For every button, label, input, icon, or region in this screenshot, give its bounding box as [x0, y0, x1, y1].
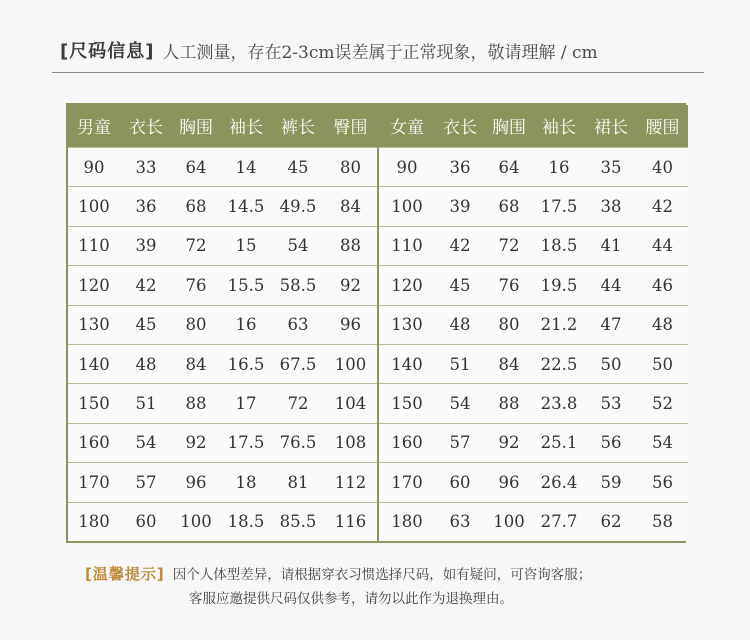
girls-table-cell: 96	[498, 472, 520, 492]
boys-table-cell: 80	[340, 157, 361, 177]
girls-table-cell: 92	[498, 433, 520, 453]
girls-table-cell: 50	[600, 354, 622, 374]
girls-table-row	[379, 147, 688, 186]
girls-table-cell: 40	[652, 157, 673, 177]
size-info-tag: [尺码信息]	[60, 41, 155, 62]
boys-table-cell: 96	[185, 472, 207, 492]
boys-table-cell: 14.5	[227, 196, 265, 216]
girls-table-cell: 27.7	[540, 512, 578, 532]
girls-table-row	[379, 226, 688, 265]
girls-table-cell: 45	[449, 275, 471, 295]
girls-table-row	[379, 383, 688, 422]
boys-table-cell: 76.5	[279, 433, 317, 453]
boys-table-cell: 18.5	[227, 512, 265, 532]
boys-table-cell: 45	[135, 315, 157, 335]
boys-table-cell: 16.5	[227, 354, 265, 374]
girls-table-cell: 36	[449, 157, 471, 177]
boys-table-cell: 92	[340, 275, 361, 295]
girls-table-cell: 160	[391, 433, 423, 453]
girls-table-cell: 26.4	[540, 472, 578, 492]
girls-table-cell: 16	[548, 157, 570, 177]
girls-table-cell: 21.2	[540, 315, 578, 335]
boys-table-row	[68, 344, 377, 383]
boys-table-cell: 58.5	[279, 275, 317, 295]
girls-table-cell: 51	[449, 354, 471, 374]
girls-table-cell: 38	[600, 196, 622, 216]
boys-table-cell: 60	[135, 512, 157, 532]
boys-table-cell: 116	[334, 512, 367, 532]
boys-table-cell: 84	[185, 354, 207, 374]
boys-column-header: 衣长	[129, 118, 163, 139]
girls-table-cell: 57	[449, 433, 471, 453]
boys-table-cell: 17.5	[227, 433, 265, 453]
boys-table-cell: 64	[185, 157, 207, 177]
boys-table-row	[68, 462, 377, 501]
boys-table-cell: 108	[334, 433, 367, 453]
girls-header-row	[379, 105, 688, 147]
boys-table-cell: 81	[287, 472, 309, 492]
girls-table-row	[379, 462, 688, 501]
boys-table-cell: 150	[78, 394, 110, 414]
boys-table-cell: 110	[78, 236, 110, 256]
warm-tip-label: [温馨提示]	[85, 564, 165, 583]
boys-table-cell: 33	[135, 157, 157, 177]
girls-table-cell: 52	[652, 394, 673, 414]
girls-column-header: 袖长	[542, 118, 576, 139]
girls-table-cell: 88	[498, 394, 520, 414]
girls-table-cell: 41	[600, 236, 622, 256]
boys-table-cell: 39	[135, 236, 157, 256]
boys-table-cell: 100	[334, 354, 367, 374]
boys-table-cell: 100	[180, 512, 212, 532]
boys-table-cell: 88	[185, 394, 207, 414]
girls-table-cell: 64	[498, 157, 520, 177]
girls-table-cell: 54	[652, 433, 673, 453]
girls-table-cell: 46	[652, 275, 673, 295]
boys-table-cell: 14	[235, 157, 257, 177]
boys-table-cell: 15	[235, 236, 257, 256]
boys-table-cell: 92	[185, 433, 207, 453]
girls-table-cell: 23.8	[540, 394, 578, 414]
girls-table-cell: 140	[391, 354, 423, 374]
boys-table-cell: 170	[78, 472, 110, 492]
girls-table-cell: 130	[391, 315, 423, 335]
boys-table-row	[68, 186, 377, 225]
size-table	[66, 103, 686, 543]
girls-table-cell: 63	[449, 512, 471, 532]
boys-table-cell: 68	[185, 196, 207, 216]
boys-table-cell: 16	[235, 315, 257, 335]
girls-table-cell: 39	[449, 196, 471, 216]
girls-table-cell: 53	[600, 394, 622, 414]
girls-column-header: 腰围	[645, 118, 680, 139]
boys-table-cell: 84	[340, 196, 361, 216]
girls-table-cell: 44	[652, 236, 673, 256]
girls-table-cell: 19.5	[540, 275, 578, 295]
girls-table-cell: 17.5	[540, 196, 578, 216]
boys-table-cell: 67.5	[279, 354, 317, 374]
girls-table-cell: 100	[493, 512, 525, 532]
boys-size-table	[68, 105, 377, 541]
girls-table-cell: 58	[652, 512, 673, 532]
warm-tip-line-1: 因个人体型差异，请根据穿衣习惯选择尺码，如有疑问，可咨询客服；	[172, 567, 592, 583]
girls-table-cell: 100	[391, 196, 423, 216]
boys-table-cell: 85.5	[279, 512, 317, 532]
boys-table-cell: 36	[135, 196, 157, 216]
boys-column-header: 袖长	[229, 118, 263, 139]
boys-table-cell: 90	[83, 157, 105, 177]
boys-column-header: 胸围	[179, 118, 213, 139]
girls-table-row	[379, 344, 688, 383]
boys-table-cell: 54	[135, 433, 157, 453]
girls-table-row	[379, 305, 688, 344]
girls-table-cell: 72	[498, 236, 520, 256]
boys-table-row	[68, 305, 377, 344]
girls-table-cell: 18.5	[540, 236, 578, 256]
girls-table-cell: 25.1	[540, 433, 578, 453]
boys-table-cell: 88	[340, 236, 361, 256]
girls-table-cell: 22.5	[540, 354, 578, 374]
girls-table-row	[379, 423, 688, 462]
girls-table-cell: 42	[652, 196, 673, 216]
girls-table-row	[379, 265, 688, 304]
boys-table-row	[68, 265, 377, 304]
girls-table-cell: 42	[449, 236, 471, 256]
girls-column-header: 胸围	[492, 118, 526, 139]
boys-table-cell: 17	[235, 394, 257, 414]
boys-column-header: 男童	[77, 118, 111, 139]
girls-table-row	[379, 502, 688, 541]
girls-table-cell: 48	[652, 315, 673, 335]
girls-table-cell: 44	[600, 275, 622, 295]
girls-table-cell: 110	[391, 236, 423, 256]
boys-table-row	[68, 423, 377, 462]
girls-table-cell: 76	[498, 275, 520, 295]
boys-table-cell: 104	[334, 394, 367, 414]
boys-table-cell: 112	[334, 472, 367, 492]
girls-column-header: 女童	[390, 118, 424, 139]
boys-table-cell: 160	[78, 433, 110, 453]
warm-tip-line-2: 客服应邀提供尺码仅供参考，请勿以此作为退换理由。	[189, 591, 513, 607]
girls-table-cell: 54	[449, 394, 471, 414]
boys-column-header: 裤长	[281, 118, 315, 139]
measurement-note: 人工测量，存在2-3cm误差属于正常现象，敬请理解 / cm	[162, 42, 598, 63]
girls-table-cell: 120	[391, 275, 423, 295]
boys-table-cell: 45	[287, 157, 309, 177]
boys-table-cell: 15.5	[227, 275, 265, 295]
boys-table-cell: 96	[340, 315, 361, 335]
boys-table-cell: 57	[135, 472, 157, 492]
boys-table-cell: 18	[235, 472, 257, 492]
girls-table-cell: 47	[600, 315, 622, 335]
girls-table-cell: 35	[600, 157, 622, 177]
girls-table-cell: 50	[652, 354, 673, 374]
boys-table-row	[68, 147, 377, 186]
boys-table-cell: 42	[135, 275, 157, 295]
girls-table-cell: 150	[391, 394, 423, 414]
girls-table-cell: 56	[652, 472, 673, 492]
girls-table-cell: 84	[498, 354, 520, 374]
boys-table-cell: 72	[287, 394, 309, 414]
boys-column-header: 臀围	[333, 118, 368, 139]
girls-table-cell: 90	[396, 157, 418, 177]
warm-tip	[85, 560, 705, 612]
girls-table-cell: 68	[498, 196, 520, 216]
boys-table-cell: 72	[185, 236, 207, 256]
boys-table-cell: 100	[78, 196, 110, 216]
boys-table-cell: 80	[185, 315, 207, 335]
girls-table-cell: 80	[498, 315, 520, 335]
boys-table-cell: 49.5	[279, 196, 317, 216]
boys-header-row	[68, 105, 377, 147]
girls-column-header: 衣长	[443, 118, 477, 139]
girls-table-cell: 60	[449, 472, 471, 492]
boys-table-cell: 51	[135, 394, 157, 414]
boys-table-row	[68, 502, 377, 541]
boys-table-cell: 180	[78, 512, 110, 532]
boys-table-cell: 140	[78, 354, 110, 374]
girls-size-table	[379, 105, 688, 541]
girls-table-cell: 56	[600, 433, 622, 453]
girls-table-cell: 62	[600, 512, 622, 532]
girls-column-header: 裙长	[594, 118, 628, 139]
size-info-header	[60, 30, 700, 70]
boys-table-cell: 76	[185, 275, 207, 295]
boys-table-cell: 48	[135, 354, 157, 374]
boys-table-row	[68, 383, 377, 422]
girls-table-cell: 48	[449, 315, 471, 335]
boys-table-cell: 54	[287, 236, 309, 256]
boys-table-row	[68, 226, 377, 265]
header-divider	[52, 72, 704, 73]
boys-table-cell: 63	[287, 315, 309, 335]
girls-table-cell: 59	[600, 472, 622, 492]
girls-table-row	[379, 186, 688, 225]
girls-table-cell: 170	[391, 472, 423, 492]
girls-table-cell: 180	[391, 512, 423, 532]
boys-table-cell: 120	[78, 275, 110, 295]
boys-table-cell: 130	[78, 315, 110, 335]
